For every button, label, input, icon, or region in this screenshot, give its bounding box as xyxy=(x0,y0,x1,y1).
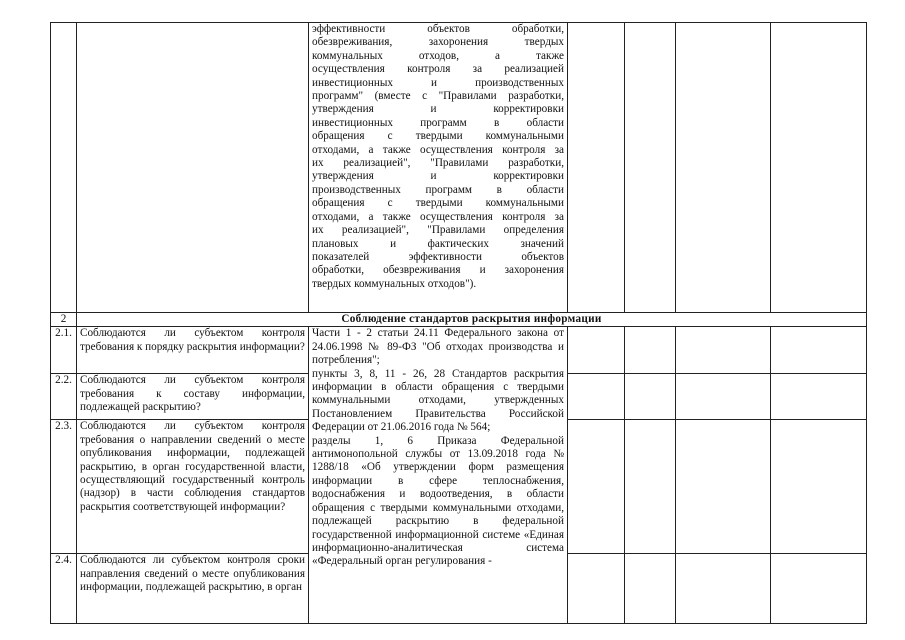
legal-basis-line: обращения с твердыми коммунальными xyxy=(312,130,564,143)
answer-yes-cell xyxy=(568,374,625,420)
answer-no-cell xyxy=(625,420,676,554)
answer-yes-cell xyxy=(568,420,625,554)
legal-basis-line: отходами, а также осуществления контроля за xyxy=(312,143,564,156)
legal-basis-line: твердых коммунальных отходов"). xyxy=(312,277,477,290)
answer-no-cell xyxy=(625,554,676,624)
question-cell xyxy=(77,23,309,313)
legal-basis-line: производственных программ в области xyxy=(312,183,564,196)
question-text: Соблюдаются ли субъектом контроля требования к составу информации, подлежащей раскрытию? xyxy=(77,374,309,420)
legal-basis-line: их реализацией", "Правилами определения xyxy=(312,224,564,237)
row-number: 2.4. xyxy=(51,554,77,624)
legal-basis-line: обращения с твердыми коммунальными xyxy=(312,197,564,210)
table-row-continuation xyxy=(51,23,867,313)
legal-basis-line: отходами, а также осуществления контроля за xyxy=(312,210,564,223)
answer-yes-cell xyxy=(568,327,625,374)
legal-basis-line: утверждения и корректировки xyxy=(312,170,564,183)
legal-basis-line: их реализацией", "Правилами разработки, xyxy=(312,157,564,170)
comment-cell xyxy=(771,374,867,420)
legal-basis-text xyxy=(312,23,564,291)
legal-basis-line: эффективности объектов обработки, xyxy=(312,23,564,35)
section-number: 2 xyxy=(51,313,77,327)
not-applicable-cell xyxy=(676,23,771,313)
legal-basis-line: осуществления контроля за реализацией xyxy=(312,63,564,76)
question-text: Соблюдаются ли субъектом контроля требования о направлении сведений о месте опубликования информации, подлежащей раскрытию, в орган государственной власти, осуществляющий государственный контроль (надзор) в части соблюдения стандартов раскрытия соответствующей информации? xyxy=(77,420,309,554)
section-header-row xyxy=(51,313,867,327)
answer-no-cell xyxy=(625,327,676,374)
legal-basis-line: программ" (вместе с "Правилами разработки, xyxy=(312,90,564,103)
answer-yes-cell xyxy=(568,554,625,624)
legal-basis-line: обработки, обезвреживания и захоронения xyxy=(312,264,564,277)
checklist-table-container xyxy=(50,22,866,608)
checklist-table xyxy=(50,22,867,624)
comment-cell xyxy=(771,23,867,313)
section-title: Соблюдение стандартов раскрытия информации xyxy=(77,313,867,327)
question-text: Соблюдаются ли субъектом контроля сроки направления сведений о месте опубликования информации, подлежащей раскрытию, в орган xyxy=(77,554,309,624)
legal-basis-cell xyxy=(309,23,568,313)
legal-basis-line: утверждения и корректировки xyxy=(312,103,564,116)
answer-no-cell xyxy=(625,23,676,313)
question-text: Соблюдаются ли субъектом контроля требования к порядку раскрытия информации? xyxy=(77,327,309,374)
section-legal-basis-text: Части 1 - 2 статьи 24.11 Федерального закона от 24.06.1998 № 89-ФЗ "Об отходах производства и потребления"; пункты 3, 8, 11 - 26, 28 Стандартов раскрытия информации в области обращения с твердыми коммунальными отходами, утвержденных Постановлением Правительства Российской Федерации от 21.06.2016 года № 564; разделы 1, 6 Приказа Федеральной антимонопольной службы от 13.09.2018 года № 1288/18 «Об утверждении форм размещения информации в сфере теплоснабжения, водоснабжения и водоотведения, в области обращения с твердыми коммунальными отходами, подлежащей раскрытию в федеральной государственной информационной системе «Единая информационно-аналитическая система «Федеральный орган регулирования - xyxy=(312,327,564,568)
row-number: 2.3. xyxy=(51,420,77,554)
comment-cell xyxy=(771,420,867,554)
legal-basis-line: плановых и фактических значений xyxy=(312,237,564,250)
row-number: 2.1. xyxy=(51,327,77,374)
comment-cell xyxy=(771,554,867,624)
row-number-cell xyxy=(51,23,77,313)
answer-yes-cell xyxy=(568,23,625,313)
section-legal-basis-cell xyxy=(309,327,568,624)
legal-basis-line: коммунальных отходов, а также xyxy=(312,49,564,62)
answer-no-cell xyxy=(625,374,676,420)
table-row xyxy=(51,327,867,374)
not-applicable-cell xyxy=(676,420,771,554)
row-number: 2.2. xyxy=(51,374,77,420)
not-applicable-cell xyxy=(676,327,771,374)
not-applicable-cell xyxy=(676,374,771,420)
legal-basis-line: показателей эффективности объектов xyxy=(312,250,564,263)
comment-cell xyxy=(771,327,867,374)
legal-basis-line: инвестиционных и производственных xyxy=(312,76,564,89)
legal-basis-line: инвестиционных программ в области xyxy=(312,116,564,129)
legal-basis-line: обезвреживания, захоронения твердых xyxy=(312,36,564,49)
not-applicable-cell xyxy=(676,554,771,624)
